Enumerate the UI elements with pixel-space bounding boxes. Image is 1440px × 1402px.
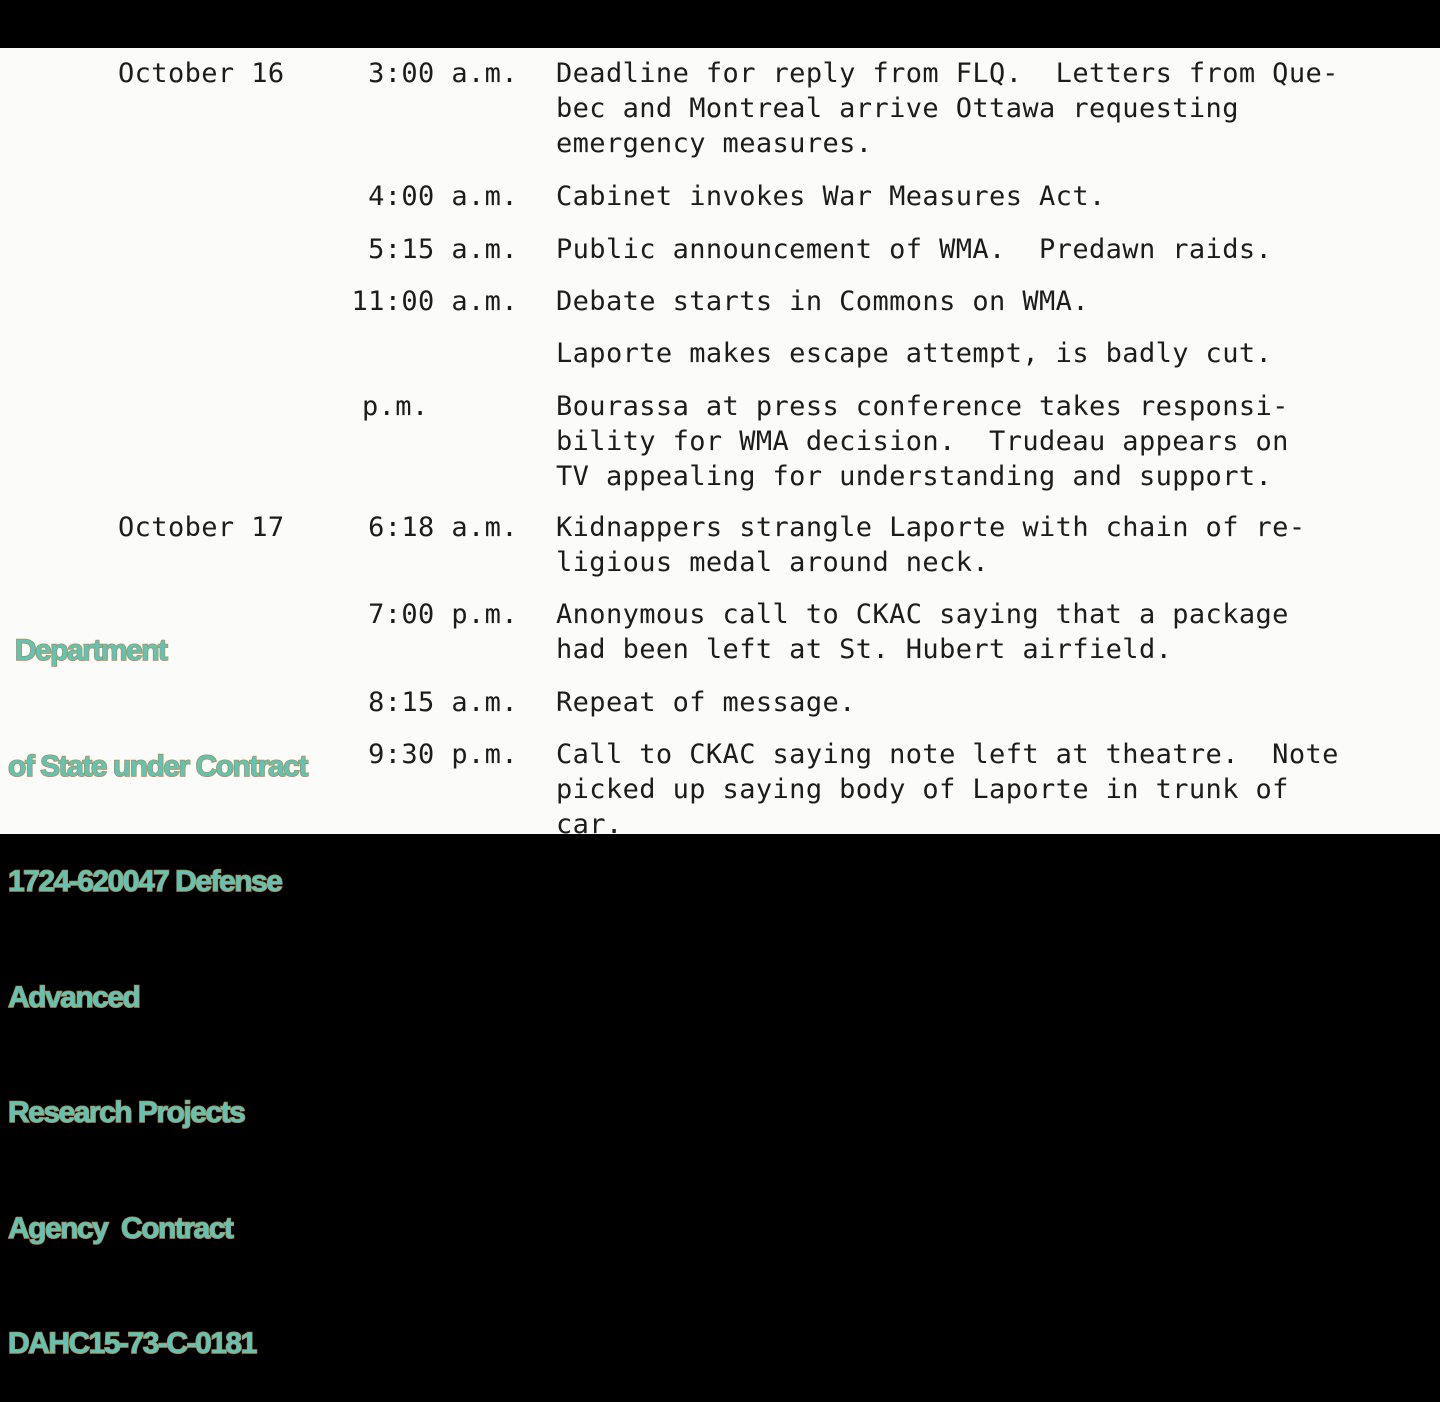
entry-line: Public announcement of WMA. Predawn raids. bbox=[556, 234, 1273, 265]
entry-line: bec and Montreal arrive Ottawa requesting bbox=[556, 93, 1239, 124]
watermark-line: Department bbox=[8, 634, 167, 667]
entry-line: Debate starts in Commons on WMA. bbox=[556, 286, 1089, 317]
entry-line: Laporte makes escape attempt, is badly cut. bbox=[556, 338, 1273, 369]
entry-time: 8:15 a.m. bbox=[368, 687, 518, 718]
entry-line: had been left at St. Hubert airfield. bbox=[556, 634, 1173, 665]
entry-line: Anonymous call to CKAC saying that a package bbox=[556, 599, 1289, 630]
entry-time: 5:15 a.m. bbox=[368, 234, 518, 265]
entry-time: 4:00 a.m. bbox=[368, 181, 518, 212]
watermark-line: Agency Contract bbox=[8, 1211, 233, 1245]
entry-line: picked up saying body of Laporte in trunk of bbox=[556, 774, 1289, 805]
entry-line: Call to CKAC saying note left at theatre. Note bbox=[556, 739, 1339, 770]
entry-line: Repeat of message. bbox=[556, 687, 856, 718]
watermark-line: Advanced bbox=[8, 980, 140, 1014]
entry-line: TV appealing for understanding and support. bbox=[556, 461, 1273, 492]
entry-line: bility for WMA decision. Trudeau appears on bbox=[556, 426, 1289, 457]
entry-date: October 16 bbox=[118, 58, 285, 89]
entry-line: Kidnappers strangle Laporte with chain of re- bbox=[556, 512, 1306, 543]
entry-line: Cabinet invokes War Measures Act. bbox=[556, 181, 1106, 212]
entry-date: October 17 bbox=[118, 512, 285, 543]
entry-time: 11:00 a.m. bbox=[351, 286, 518, 317]
entry-time: p.m. bbox=[362, 391, 429, 422]
entry-time: 9:30 p.m. bbox=[368, 739, 518, 770]
watermark-line: of State under Contract bbox=[8, 749, 307, 783]
watermark-line: 1724-620047 Defense bbox=[8, 865, 282, 898]
entry-line: Deadline for reply from FLQ. Letters from Que- bbox=[556, 58, 1339, 89]
entry-line: Bourassa at press conference takes responsi- bbox=[556, 391, 1289, 422]
watermark-overlay bbox=[8, 555, 307, 1402]
watermark-line: Research Projects bbox=[8, 1096, 245, 1129]
entry-time: 7:00 p.m. bbox=[368, 599, 518, 630]
watermark-line: DAHC15-73-C-0181 bbox=[8, 1327, 256, 1360]
entry-time: 6:18 a.m. bbox=[368, 512, 518, 543]
entry-line: emergency measures. bbox=[556, 128, 873, 159]
entry-line: ligious medal around neck. bbox=[556, 547, 990, 578]
entry-line: car. bbox=[556, 809, 623, 834]
entry-time: 3:00 a.m. bbox=[368, 58, 518, 89]
